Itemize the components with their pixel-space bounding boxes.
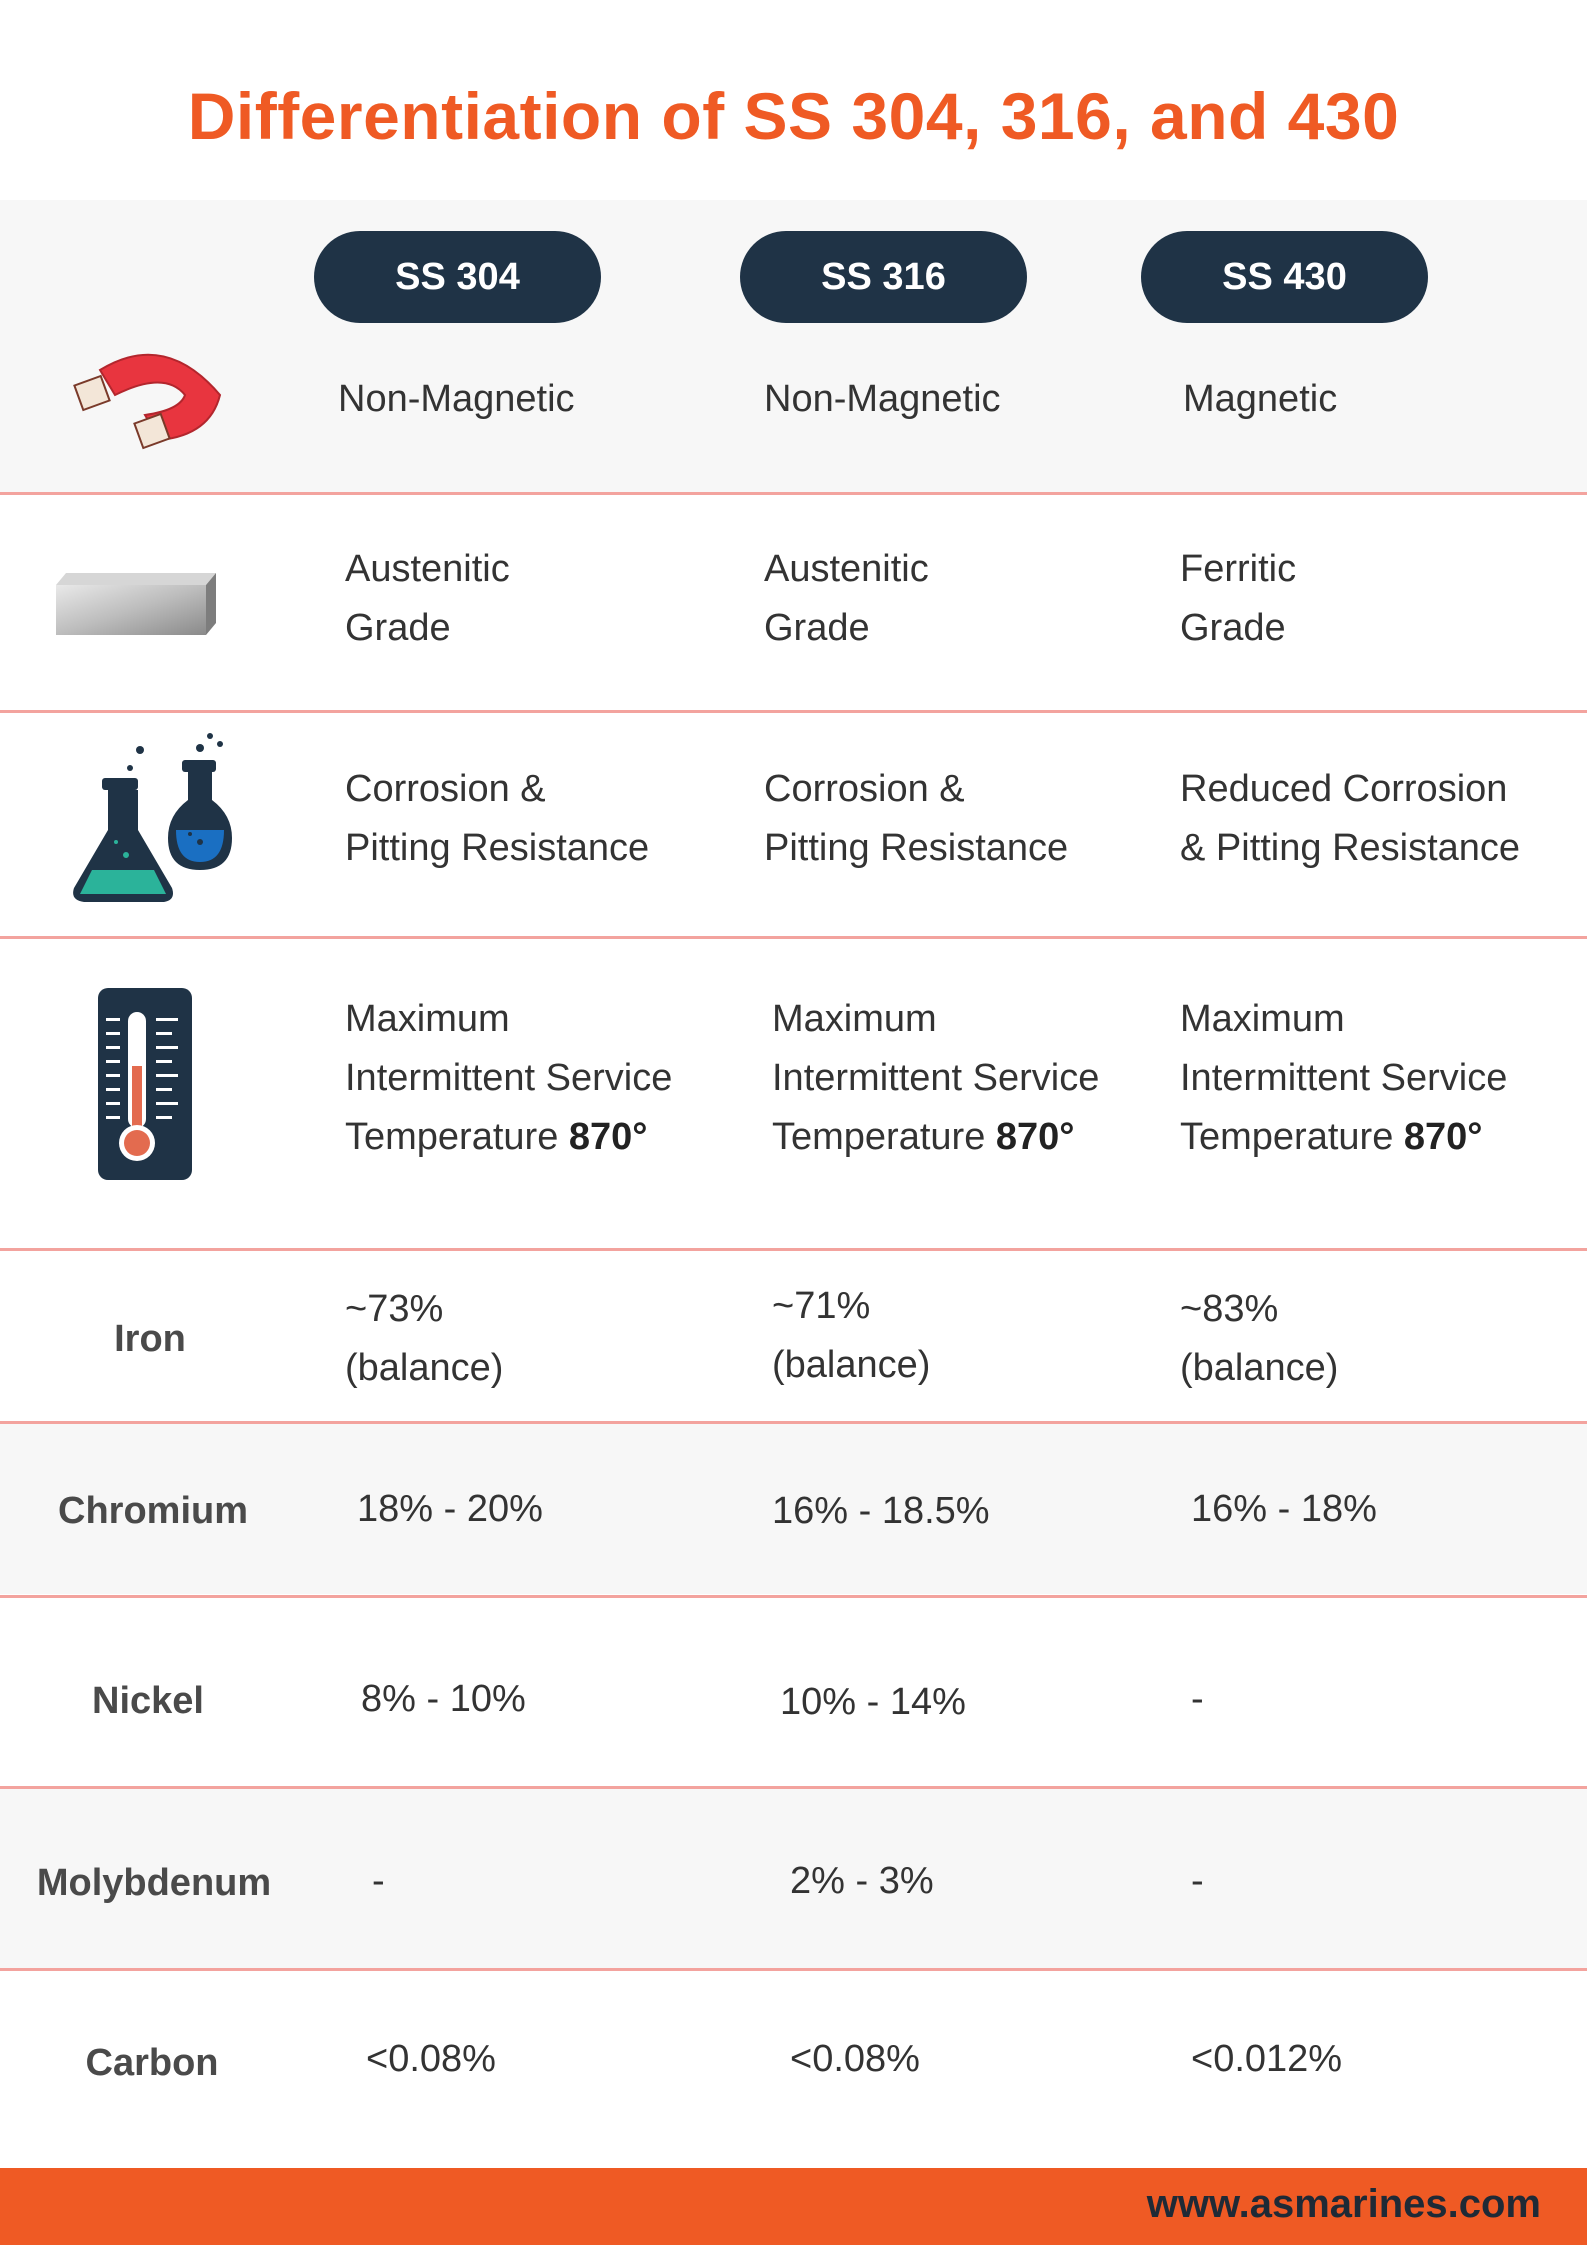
temperature-line3 xyxy=(1180,1108,1507,1167)
grade-ss304-line1: Austenitic xyxy=(345,548,510,590)
iron-ss430-value: ~83% xyxy=(1180,1288,1279,1330)
temperature-ss316 xyxy=(772,990,1099,1167)
iron-ss430-note: (balance) xyxy=(1180,1347,1339,1389)
grade-ss316 xyxy=(764,540,929,658)
carbon-ss304: <0.08% xyxy=(366,2038,496,2080)
iron-ss304-note: (balance) xyxy=(345,1347,504,1389)
temperature-line1: Maximum xyxy=(772,998,937,1040)
footer-bar xyxy=(0,2168,1587,2245)
grade-ss316-line2: Grade xyxy=(764,607,870,649)
iron-ss316-note: (balance) xyxy=(772,1344,931,1386)
temperature-ss304 xyxy=(345,990,672,1167)
iron-ss316-value: ~71% xyxy=(772,1285,871,1327)
label-chromium: Chromium xyxy=(58,1490,248,1532)
nickel-ss316: 10% - 14% xyxy=(780,1681,966,1723)
iron-ss316 xyxy=(772,1277,930,1395)
chromium-ss316: 16% - 18.5% xyxy=(772,1490,990,1532)
temperature-value: 870° xyxy=(1403,1116,1483,1158)
carbon-ss430: <0.012% xyxy=(1191,2038,1343,2080)
column-header-ss304: SS 304 xyxy=(314,231,601,323)
grade-ss430 xyxy=(1180,540,1296,658)
molybdenum-ss430: - xyxy=(1191,1860,1204,1902)
grade-ss316-line1: Austenitic xyxy=(764,548,929,590)
nickel-ss430: - xyxy=(1191,1678,1204,1720)
iron-ss304-value: ~73% xyxy=(345,1288,444,1330)
carbon-ss316: <0.08% xyxy=(790,2038,920,2080)
label-carbon: Carbon xyxy=(85,2042,219,2084)
corrosion-ss316-line1: Corrosion & xyxy=(764,768,965,810)
row-divider xyxy=(0,1595,1587,1598)
temperature-value: 870° xyxy=(568,1116,648,1158)
temperature-line1: Maximum xyxy=(1180,998,1345,1040)
flasks-icon xyxy=(70,730,250,915)
grade-ss304 xyxy=(345,540,510,658)
magnetic-ss430: Magnetic xyxy=(1183,378,1338,420)
chromium-ss304: 18% - 20% xyxy=(357,1488,543,1530)
molybdenum-ss316: 2% - 3% xyxy=(790,1860,934,1902)
iron-ss430 xyxy=(1180,1280,1338,1398)
temperature-label: Temperature xyxy=(772,1116,986,1158)
row-divider xyxy=(0,936,1587,939)
grade-ss430-line2: Grade xyxy=(1180,607,1286,649)
column-header-ss316: SS 316 xyxy=(740,231,1027,323)
corrosion-ss316 xyxy=(764,760,1068,878)
temperature-value: 870° xyxy=(995,1116,1075,1158)
temperature-line2: Intermittent Service xyxy=(1180,1057,1508,1099)
temperature-line1: Maximum xyxy=(345,998,510,1040)
grade-ss430-line1: Ferritic xyxy=(1180,548,1297,590)
row-divider xyxy=(0,1968,1587,1971)
nickel-ss304: 8% - 10% xyxy=(361,1678,526,1720)
corrosion-ss304-line2: Pitting Resistance xyxy=(345,827,650,869)
temperature-line3 xyxy=(772,1108,1099,1167)
corrosion-ss304 xyxy=(345,760,649,878)
corrosion-ss430 xyxy=(1180,760,1520,878)
row-divider xyxy=(0,492,1587,495)
temperature-line2: Intermittent Service xyxy=(772,1057,1100,1099)
chromium-ss430: 16% - 18% xyxy=(1191,1488,1377,1530)
magnet-icon xyxy=(70,340,230,465)
column-header-ss430: SS 430 xyxy=(1141,231,1428,323)
label-molybdenum: Molybdenum xyxy=(36,1862,272,1904)
page-title: Differentiation of SS 304, 316, and 430 xyxy=(187,79,1400,153)
footer-website-link[interactable]: www.asmarines.com xyxy=(1146,2182,1541,2226)
temperature-line2: Intermittent Service xyxy=(345,1057,673,1099)
corrosion-ss430-line1: Reduced Corrosion xyxy=(1180,768,1508,810)
thermometer-icon xyxy=(98,988,192,1185)
row-divider xyxy=(0,1248,1587,1251)
temperature-ss430 xyxy=(1180,990,1507,1167)
row-divider xyxy=(0,710,1587,713)
label-nickel: Nickel xyxy=(92,1680,204,1722)
temperature-line3 xyxy=(345,1108,672,1167)
corrosion-ss316-line2: Pitting Resistance xyxy=(764,827,1069,869)
magnetic-ss316: Non-Magnetic xyxy=(764,378,1001,420)
corrosion-ss304-line1: Corrosion & xyxy=(345,768,546,810)
metal-bar-icon xyxy=(56,565,222,650)
iron-ss304 xyxy=(345,1280,503,1398)
molybdenum-ss304: - xyxy=(372,1860,385,1902)
temperature-label: Temperature xyxy=(345,1116,559,1158)
label-iron: Iron xyxy=(114,1318,186,1360)
magnetic-ss304: Non-Magnetic xyxy=(338,378,575,420)
corrosion-ss430-line2: & Pitting Resistance xyxy=(1180,827,1521,869)
temperature-label: Temperature xyxy=(1180,1116,1394,1158)
grade-ss304-line2: Grade xyxy=(345,607,451,649)
